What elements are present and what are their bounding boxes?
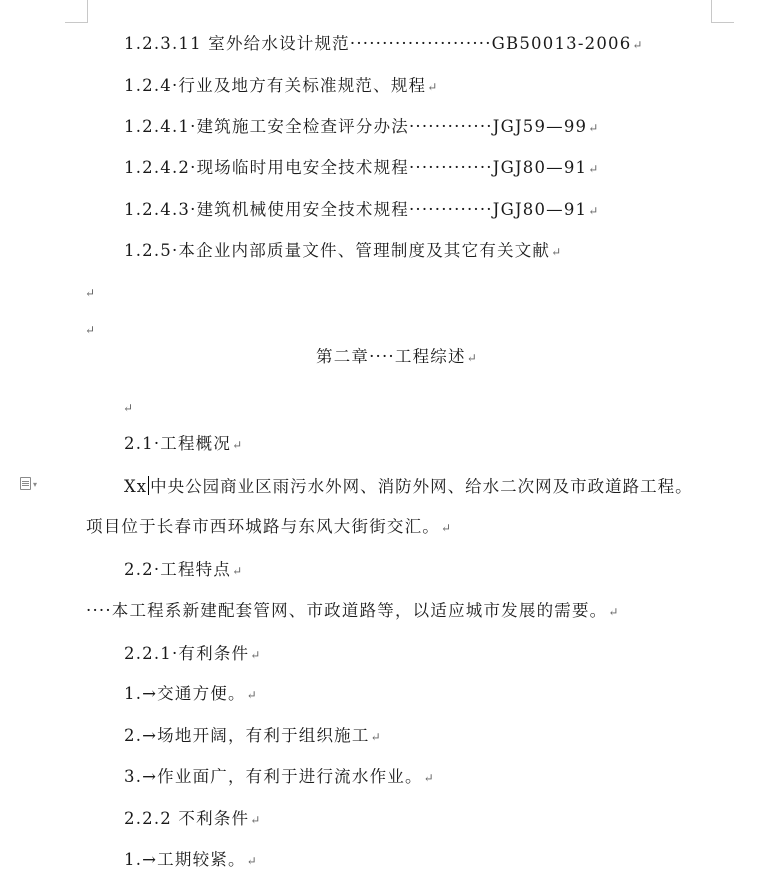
line-text: 2.2.2 不利条件 <box>124 809 250 828</box>
list-item[interactable] <box>124 725 381 748</box>
line-text: 项目位于长春市西环城路与东风大街街交汇。 <box>86 517 440 536</box>
doc-line[interactable] <box>86 600 618 623</box>
doc-line[interactable] <box>124 75 437 98</box>
paragraph-mark: ↵ <box>250 648 261 662</box>
paragraph-mark: ↵ <box>551 245 562 259</box>
doc-empty-line[interactable] <box>84 281 95 304</box>
section-heading[interactable] <box>124 643 260 666</box>
doc-line[interactable] <box>124 157 598 180</box>
doc-line[interactable] <box>124 240 561 263</box>
list-item[interactable] <box>124 766 434 789</box>
paragraph-mark: ↵ <box>232 564 243 578</box>
paragraph-mark: ↵ <box>588 204 599 218</box>
line-text: 1.→工期较紧。 <box>124 850 246 869</box>
section-heading[interactable] <box>124 559 242 582</box>
doc-empty-line[interactable] <box>122 396 133 419</box>
paragraph-mark: ↵ <box>423 771 434 785</box>
section-heading[interactable] <box>124 433 242 456</box>
paragraph-mark: ↵ <box>466 351 477 365</box>
paragraph-mark: ↵ <box>246 854 257 868</box>
page-corner-mark-left <box>65 0 88 23</box>
line-text: 2.1·工程概况 <box>124 434 232 453</box>
list-item[interactable] <box>124 849 257 872</box>
document-icon <box>20 477 31 490</box>
section-heading[interactable] <box>124 808 260 831</box>
paragraph-mark: ↵ <box>370 730 381 744</box>
doc-empty-line[interactable] <box>84 318 95 341</box>
paragraph-mark: ↵ <box>123 401 134 415</box>
line-text: 1.2.4.3·建筑机械使用安全技术规程·············JGJ80—91 <box>124 200 588 219</box>
paragraph-mark: ↵ <box>85 286 96 300</box>
line-text: 2.2·工程特点 <box>124 560 232 579</box>
text-cursor <box>148 476 149 495</box>
chapter-heading[interactable] <box>316 346 477 369</box>
paragraph-mark: ↵ <box>427 80 438 94</box>
line-text: 3.→作业面广，有利于进行流水作业。 <box>124 767 423 786</box>
page-corner-mark-right <box>711 0 734 23</box>
paragraph-mark: ↵ <box>232 438 243 452</box>
paragraph-mark: ↵ <box>608 605 619 619</box>
paragraph-mark: ↵ <box>250 813 261 827</box>
line-text: 2.2.1·有利条件 <box>124 644 250 663</box>
paragraph-mark: ↵ <box>588 162 599 176</box>
paragraph-mark: ↵ <box>246 688 257 702</box>
doc-line[interactable] <box>124 476 693 498</box>
line-text: 1.→交通方便。 <box>124 684 246 703</box>
paragraph-mark: ↵ <box>85 323 96 337</box>
chevron-down-icon: ▾ <box>33 480 38 489</box>
line-text: 中央公园商业区雨污水外网、消防外网、给水二次网及市政道路工程。 <box>150 477 693 496</box>
doc-line[interactable] <box>124 199 598 222</box>
paragraph-mark: ↵ <box>632 38 643 52</box>
line-text: 1.2.4.1·建筑施工安全检查评分办法·············JGJ59—99 <box>124 117 588 136</box>
line-text: 1.2.3.11 室外给水设计规范······················GB50013-2006 <box>124 34 632 53</box>
doc-line[interactable] <box>124 116 598 139</box>
line-text: 1.2.5·本企业内部质量文件、管理制度及其它有关文献 <box>124 241 551 260</box>
list-item[interactable] <box>124 683 257 706</box>
doc-line[interactable] <box>124 33 642 56</box>
paragraph-mark: ↵ <box>441 521 452 535</box>
line-text: 第二章····工程综述 <box>316 347 466 366</box>
paragraph-handle-button[interactable] <box>20 477 48 493</box>
paragraph-mark: ↵ <box>588 121 599 135</box>
line-text: ····本工程系新建配套管网、市政道路等，以适应城市发展的需要。 <box>86 601 608 620</box>
doc-line[interactable] <box>86 516 451 539</box>
line-text: Xx <box>124 477 148 496</box>
line-text: 1.2.4.2·现场临时用电安全技术规程·············JGJ80—91 <box>124 158 588 177</box>
line-text: 1.2.4·行业及地方有关标准规范、规程 <box>124 76 427 95</box>
line-text: 2.→场地开阔，有利于组织施工 <box>124 726 370 745</box>
